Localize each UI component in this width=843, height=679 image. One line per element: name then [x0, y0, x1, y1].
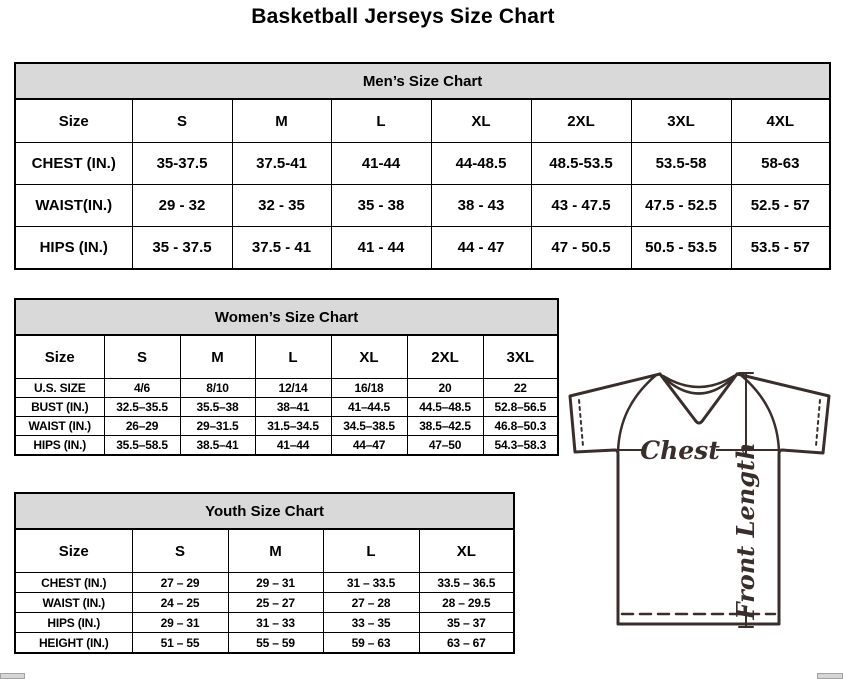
column-header: M: [232, 99, 331, 143]
size-value: 44–47: [331, 436, 407, 456]
row-label: CHEST (IN.): [15, 143, 132, 185]
column-header: Size: [15, 335, 104, 379]
page-title: Basketball Jerseys Size Chart: [251, 5, 555, 28]
size-value: 44 - 47: [431, 227, 531, 270]
row-label: HIPS (IN.): [15, 613, 132, 633]
column-header: L: [323, 529, 419, 573]
size-value: 35 - 37.5: [132, 227, 232, 270]
size-value: 35.5–38: [180, 398, 255, 417]
table-row: [15, 633, 514, 654]
table-row: [15, 573, 514, 593]
size-value: 43 - 47.5: [531, 185, 631, 227]
size-value: 35-37.5: [132, 143, 232, 185]
size-value: 29 - 32: [132, 185, 232, 227]
size-value: 41-44: [331, 143, 431, 185]
table-row: [15, 143, 830, 185]
size-value: 35 – 37: [419, 613, 514, 633]
size-value: 46.8–50.3: [483, 417, 558, 436]
jersey-outline: [570, 374, 829, 624]
column-header: S: [104, 335, 180, 379]
scrollbar-button-right[interactable]: [817, 673, 843, 679]
column-header: M: [180, 335, 255, 379]
column-header: 2XL: [407, 335, 483, 379]
size-value: 44.5–48.5: [407, 398, 483, 417]
size-value: 26–29: [104, 417, 180, 436]
column-header: L: [255, 335, 331, 379]
size-value: 38.5–41: [180, 436, 255, 456]
size-value: 12/14: [255, 379, 331, 398]
row-label: HIPS (IN.): [15, 436, 104, 456]
size-value: 63 – 67: [419, 633, 514, 654]
size-value: 52.5 - 57: [731, 185, 830, 227]
size-value: 59 – 63: [323, 633, 419, 654]
row-label: WAIST (IN.): [15, 593, 132, 613]
womens-size-table: [14, 298, 559, 456]
size-value: 31 – 33: [228, 613, 323, 633]
column-header: S: [132, 99, 232, 143]
size-value: 52.8–56.5: [483, 398, 558, 417]
row-label: U.S. SIZE: [15, 379, 104, 398]
size-value: 38.5–42.5: [407, 417, 483, 436]
youth-size-table: [14, 492, 515, 654]
chest-label: Chest: [640, 436, 720, 465]
size-value: 33.5 – 36.5: [419, 573, 514, 593]
size-value: 20: [407, 379, 483, 398]
scrollbar-button-left[interactable]: [0, 673, 25, 679]
size-value: 50.5 - 53.5: [631, 227, 731, 270]
mens-size-table: [14, 62, 831, 270]
size-value: 22: [483, 379, 558, 398]
table-row: [15, 417, 558, 436]
size-value: 31 – 33.5: [323, 573, 419, 593]
front-length-label: Front Length: [731, 442, 760, 620]
size-value: 4/6: [104, 379, 180, 398]
size-value: 41–44: [255, 436, 331, 456]
size-value: 48.5-53.5: [531, 143, 631, 185]
size-value: 31.5–34.5: [255, 417, 331, 436]
size-value: 27 – 28: [323, 593, 419, 613]
column-header: 3XL: [631, 99, 731, 143]
table-row: [15, 613, 514, 633]
size-value: 32.5–35.5: [104, 398, 180, 417]
size-value: 37.5 - 41: [232, 227, 331, 270]
size-value: 55 – 59: [228, 633, 323, 654]
row-label: BUST (IN.): [15, 398, 104, 417]
mens-table-caption: Men’s Size Chart: [15, 63, 830, 99]
row-label: HIPS (IN.): [15, 227, 132, 270]
column-header: XL: [419, 529, 514, 573]
size-value: 38 - 43: [431, 185, 531, 227]
table-row: [15, 436, 558, 456]
jersey-diagram-svg: [556, 362, 843, 674]
column-header: 3XL: [483, 335, 558, 379]
size-value: 51 – 55: [132, 633, 228, 654]
size-value: 28 – 29.5: [419, 593, 514, 613]
size-value: 29 – 31: [228, 573, 323, 593]
size-value: 16/18: [331, 379, 407, 398]
size-value: 41–44.5: [331, 398, 407, 417]
size-value: 29–31.5: [180, 417, 255, 436]
table-row: [15, 593, 514, 613]
jersey-measurement-diagram: [556, 362, 843, 674]
size-value: 29 – 31: [132, 613, 228, 633]
size-value: 58-63: [731, 143, 830, 185]
size-value: 41 - 44: [331, 227, 431, 270]
column-header: Size: [15, 99, 132, 143]
size-value: 34.5–38.5: [331, 417, 407, 436]
size-value: 38–41: [255, 398, 331, 417]
column-header: XL: [331, 335, 407, 379]
size-value: 33 – 35: [323, 613, 419, 633]
row-label: WAIST (IN.): [15, 417, 104, 436]
size-value: 54.3–58.3: [483, 436, 558, 456]
size-value: 25 – 27: [228, 593, 323, 613]
size-value: 47 - 50.5: [531, 227, 631, 270]
size-value: 44-48.5: [431, 143, 531, 185]
size-value: 37.5-41: [232, 143, 331, 185]
row-label: HEIGHT (IN.): [15, 633, 132, 654]
column-header: S: [132, 529, 228, 573]
youth-table-caption: Youth Size Chart: [15, 493, 514, 529]
table-row: [15, 379, 558, 398]
column-header: 2XL: [531, 99, 631, 143]
size-value: 8/10: [180, 379, 255, 398]
table-row: [15, 227, 830, 270]
size-value: 35.5–58.5: [104, 436, 180, 456]
size-value: 32 - 35: [232, 185, 331, 227]
size-value: 47–50: [407, 436, 483, 456]
table-row: [15, 185, 830, 227]
size-value: 24 – 25: [132, 593, 228, 613]
column-header: 4XL: [731, 99, 830, 143]
column-header: L: [331, 99, 431, 143]
column-header: Size: [15, 529, 132, 573]
womens-table-caption: Women’s Size Chart: [15, 299, 558, 335]
size-value: 47.5 - 52.5: [631, 185, 731, 227]
size-value: 53.5-58: [631, 143, 731, 185]
size-value: 27 – 29: [132, 573, 228, 593]
row-label: WAIST(IN.): [15, 185, 132, 227]
column-header: M: [228, 529, 323, 573]
column-header: XL: [431, 99, 531, 143]
size-value: 35 - 38: [331, 185, 431, 227]
row-label: CHEST (IN.): [15, 573, 132, 593]
table-row: [15, 398, 558, 417]
size-value: 53.5 - 57: [731, 227, 830, 270]
